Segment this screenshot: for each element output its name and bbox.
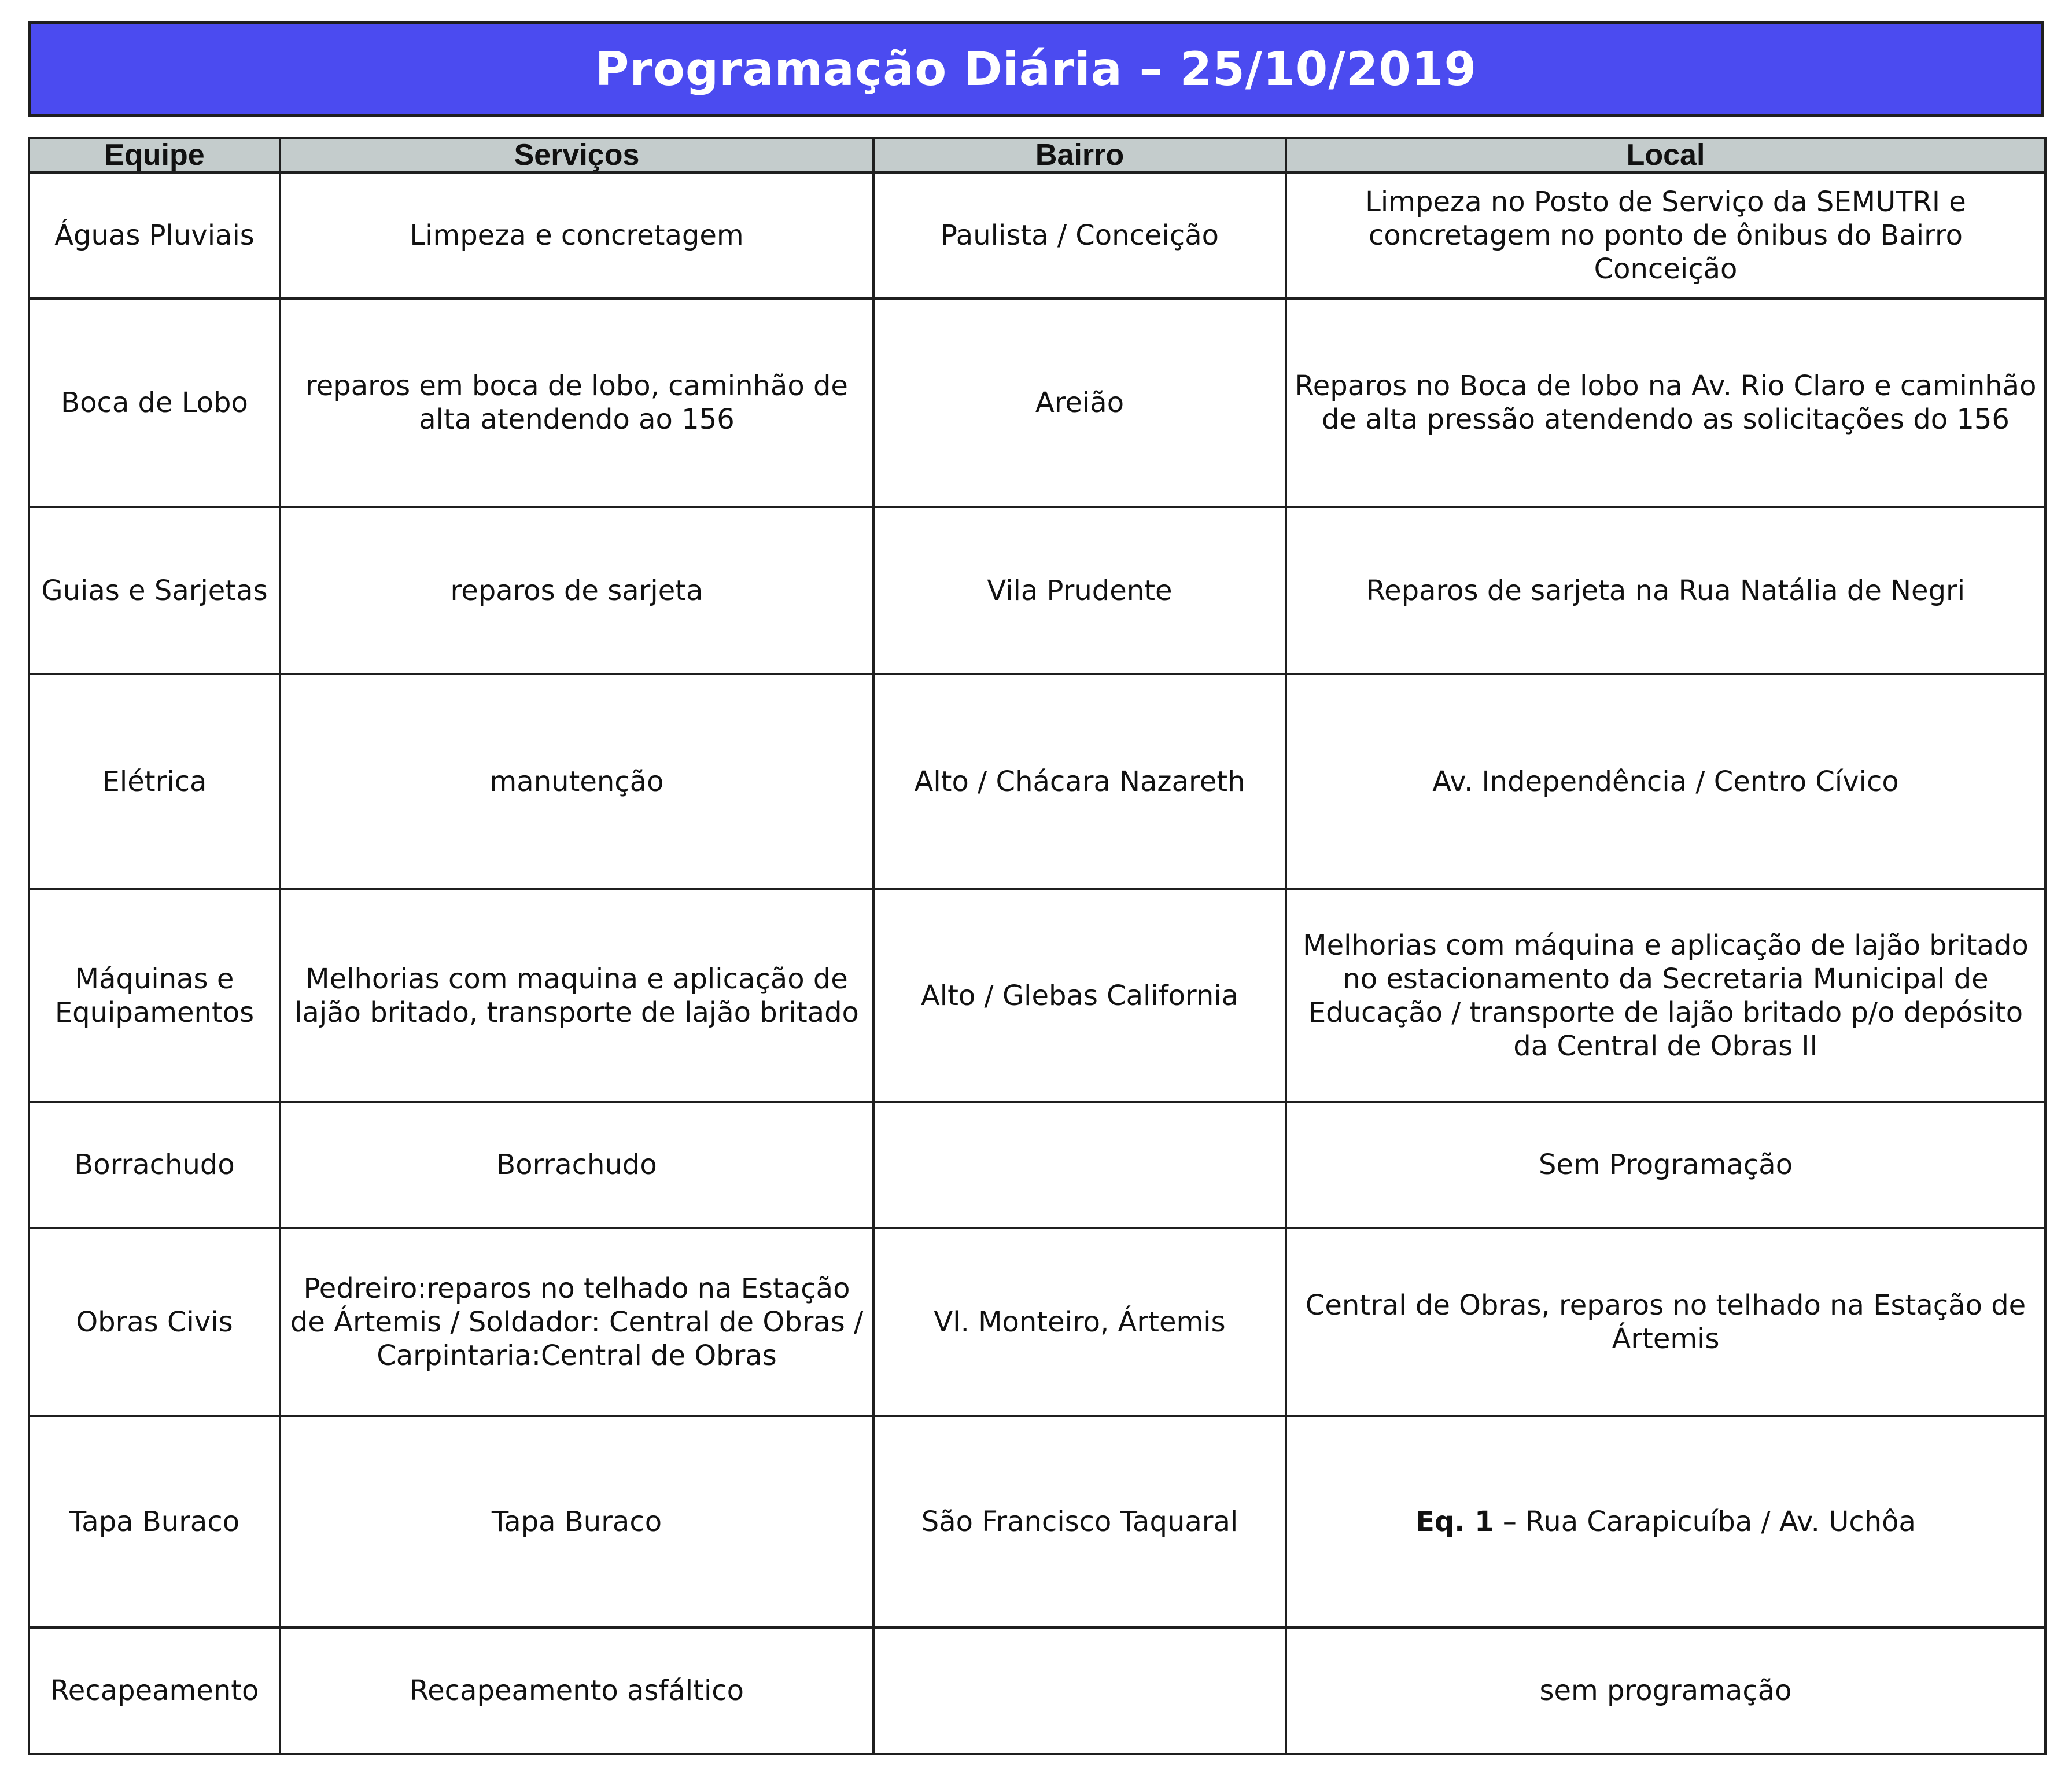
column-header-local: Local bbox=[1286, 138, 2045, 172]
cell-equipe: Borrachudo bbox=[29, 1102, 280, 1228]
cell-servicos: Melhorias com maquina e aplicação de lajão britado, transporte de lajão britado bbox=[280, 889, 873, 1102]
cell-servicos: reparos de sarjeta bbox=[280, 507, 873, 674]
table-row bbox=[29, 172, 2045, 299]
table-row bbox=[29, 299, 2045, 507]
cell-servicos: Pedreiro:reparos no telhado na Estação de Ártemis / Soldador: Central de Obras / Carpintaria:Central de Obras bbox=[280, 1228, 873, 1416]
cell-bairro: Alto / Chácara Nazareth bbox=[873, 674, 1286, 889]
page-title: Programação Diária – 25/10/2019 bbox=[595, 42, 1477, 96]
cell-equipe: Guias e Sarjetas bbox=[29, 507, 280, 674]
cell-local: Reparos de sarjeta na Rua Natália de Negri bbox=[1286, 507, 2045, 674]
cell-equipe: Obras Civis bbox=[29, 1228, 280, 1416]
cell-bairro: Vl. Monteiro, Ártemis bbox=[873, 1228, 1286, 1416]
cell-local: sem programação bbox=[1286, 1628, 2045, 1754]
column-header-equipe: Equipe bbox=[29, 138, 280, 172]
cell-bairro: São Francisco Taquaral bbox=[873, 1416, 1286, 1628]
title-banner bbox=[28, 21, 2044, 117]
column-header-servicos: Serviços bbox=[280, 138, 873, 172]
cell-bairro: Areião bbox=[873, 299, 1286, 507]
cell-local-text: – Rua Carapicuíba / Av. Uchôa bbox=[1494, 1506, 1916, 1538]
cell-bairro: Alto / Glebas California bbox=[873, 889, 1286, 1102]
team-number-label: Eq. 1 bbox=[1415, 1506, 1494, 1538]
cell-local bbox=[1286, 1416, 2045, 1628]
cell-bairro bbox=[873, 1102, 1286, 1228]
table-row bbox=[29, 1416, 2045, 1628]
table-row bbox=[29, 1228, 2045, 1416]
schedule-table bbox=[28, 137, 2047, 1755]
column-header-bairro: Bairro bbox=[873, 138, 1286, 172]
cell-local: Sem Programação bbox=[1286, 1102, 2045, 1228]
cell-equipe: Máquinas e Equipamentos bbox=[29, 889, 280, 1102]
cell-equipe: Tapa Buraco bbox=[29, 1416, 280, 1628]
table-row bbox=[29, 674, 2045, 889]
table-header-row bbox=[29, 138, 2045, 172]
cell-bairro: Vila Prudente bbox=[873, 507, 1286, 674]
cell-equipe: Águas Pluviais bbox=[29, 172, 280, 299]
cell-servicos: reparos em boca de lobo, caminhão de alta atendendo ao 156 bbox=[280, 299, 873, 507]
table-row bbox=[29, 507, 2045, 674]
table-row bbox=[29, 1628, 2045, 1754]
cell-servicos: Tapa Buraco bbox=[280, 1416, 873, 1628]
cell-bairro bbox=[873, 1628, 1286, 1754]
cell-local: Melhorias com máquina e aplicação de lajão britado no estacionamento da Secretaria Municipal de Educação / transporte de lajão britado p/o depósito da Central de Obras II bbox=[1286, 889, 2045, 1102]
cell-equipe: Recapeamento bbox=[29, 1628, 280, 1754]
cell-servicos: Borrachudo bbox=[280, 1102, 873, 1228]
cell-servicos: manutenção bbox=[280, 674, 873, 889]
cell-bairro: Paulista / Conceição bbox=[873, 172, 1286, 299]
cell-local: Reparos no Boca de lobo na Av. Rio Claro e caminhão de alta pressão atendendo as solicitações do 156 bbox=[1286, 299, 2045, 507]
cell-equipe: Elétrica bbox=[29, 674, 280, 889]
cell-servicos: Limpeza e concretagem bbox=[280, 172, 873, 299]
table-row bbox=[29, 1102, 2045, 1228]
cell-servicos: Recapeamento asfáltico bbox=[280, 1628, 873, 1754]
table-row bbox=[29, 889, 2045, 1102]
cell-local: Av. Independência / Centro Cívico bbox=[1286, 674, 2045, 889]
cell-local: Central de Obras, reparos no telhado na Estação de Ártemis bbox=[1286, 1228, 2045, 1416]
cell-equipe: Boca de Lobo bbox=[29, 299, 280, 507]
cell-local: Limpeza no Posto de Serviço da SEMUTRI e concretagem no ponto de ônibus do Bairro Conceição bbox=[1286, 172, 2045, 299]
